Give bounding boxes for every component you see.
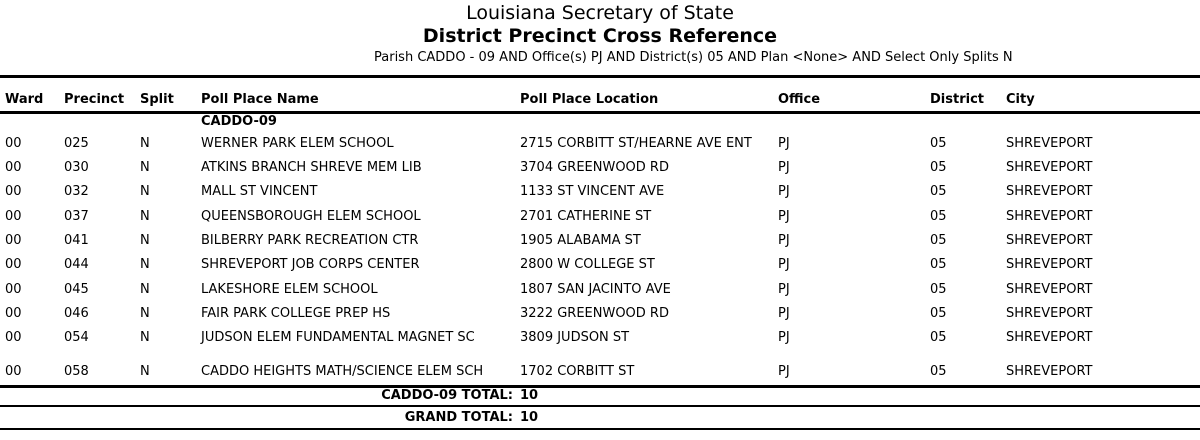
city-cell: SHREVEPORT bbox=[1006, 282, 1093, 297]
precinct-cell: 030 bbox=[64, 160, 89, 175]
office-cell: PJ bbox=[778, 160, 790, 175]
column-header-poll-place-location: Poll Place Location bbox=[520, 92, 659, 107]
column-header-city: City bbox=[1006, 92, 1035, 107]
precinct-cell: 054 bbox=[64, 330, 89, 345]
split-cell: N bbox=[140, 160, 150, 175]
poll-place-location-cell: 3704 GREENWOOD RD bbox=[520, 160, 669, 175]
city-cell: SHREVEPORT bbox=[1006, 160, 1093, 175]
precinct-cell: 044 bbox=[64, 257, 89, 272]
poll-place-name-cell: JUDSON ELEM FUNDAMENTAL MAGNET SC bbox=[201, 330, 475, 345]
city-cell: SHREVEPORT bbox=[1006, 364, 1093, 379]
report-subtitle: District Precinct Cross Reference bbox=[422, 25, 778, 47]
column-header-district: District bbox=[930, 92, 984, 107]
ward-cell: 00 bbox=[5, 330, 22, 345]
district-cell: 05 bbox=[930, 282, 947, 297]
poll-place-name-cell: QUEENSBOROUGH ELEM SCHOOL bbox=[201, 209, 421, 224]
poll-place-location-cell: 3222 GREENWOOD RD bbox=[520, 306, 669, 321]
group-label: CADDO-09 bbox=[201, 114, 277, 129]
district-cell: 05 bbox=[930, 136, 947, 151]
split-cell: N bbox=[140, 282, 150, 297]
district-cell: 05 bbox=[930, 184, 947, 199]
group-total-top-rule bbox=[0, 385, 1200, 388]
office-cell: PJ bbox=[778, 364, 790, 379]
poll-place-location-cell: 1133 ST VINCENT AVE bbox=[520, 184, 665, 199]
district-cell: 05 bbox=[930, 233, 947, 248]
poll-place-name-cell: CADDO HEIGHTS MATH/SCIENCE ELEM SCH bbox=[201, 364, 484, 379]
split-cell: N bbox=[140, 364, 150, 379]
header-top-rule bbox=[0, 75, 1200, 78]
precinct-cell: 041 bbox=[64, 233, 89, 248]
district-cell: 05 bbox=[930, 364, 947, 379]
city-cell: SHREVEPORT bbox=[1006, 306, 1093, 321]
ward-cell: 00 bbox=[5, 306, 22, 321]
column-header-ward: Ward bbox=[5, 92, 44, 107]
header-bottom-rule bbox=[0, 111, 1200, 114]
district-cell: 05 bbox=[930, 209, 947, 224]
district-cell: 05 bbox=[930, 257, 947, 272]
office-cell: PJ bbox=[778, 330, 790, 345]
poll-place-location-cell: 2701 CATHERINE ST bbox=[520, 209, 652, 224]
poll-place-name-cell: BILBERRY PARK RECREATION CTR bbox=[201, 233, 419, 248]
column-header-split: Split bbox=[140, 92, 174, 107]
split-cell: N bbox=[140, 136, 150, 151]
office-cell: PJ bbox=[778, 209, 790, 224]
city-cell: SHREVEPORT bbox=[1006, 136, 1093, 151]
district-cell: 05 bbox=[930, 160, 947, 175]
poll-place-name-cell: SHREVEPORT JOB CORPS CENTER bbox=[201, 257, 420, 272]
report-title: Louisiana Secretary of State bbox=[466, 2, 734, 24]
city-cell: SHREVEPORT bbox=[1006, 257, 1093, 272]
ward-cell: 00 bbox=[5, 364, 22, 379]
column-header-poll-place-name: Poll Place Name bbox=[201, 92, 319, 107]
city-cell: SHREVEPORT bbox=[1006, 233, 1093, 248]
ward-cell: 00 bbox=[5, 257, 22, 272]
split-cell: N bbox=[140, 184, 150, 199]
poll-place-name-cell: ATKINS BRANCH SHREVE MEM LIB bbox=[201, 160, 422, 175]
poll-place-location-cell: 1807 SAN JACINTO AVE bbox=[520, 282, 671, 297]
poll-place-location-cell: 3809 JUDSON ST bbox=[520, 330, 630, 345]
ward-cell: 00 bbox=[5, 282, 22, 297]
office-cell: PJ bbox=[778, 233, 790, 248]
district-cell: 05 bbox=[930, 330, 947, 345]
district-cell: 05 bbox=[930, 306, 947, 321]
office-cell: PJ bbox=[778, 136, 790, 151]
grand-total-bottom-rule bbox=[0, 428, 1200, 430]
grand-total-label: GRAND TOTAL: bbox=[404, 410, 513, 425]
poll-place-location-cell: 2800 W COLLEGE ST bbox=[520, 257, 655, 272]
precinct-cell: 032 bbox=[64, 184, 89, 199]
city-cell: SHREVEPORT bbox=[1006, 209, 1093, 224]
group-total-bottom-rule bbox=[0, 405, 1200, 407]
poll-place-location-cell: 1905 ALABAMA ST bbox=[520, 233, 641, 248]
poll-place-name-cell: MALL ST VINCENT bbox=[201, 184, 318, 199]
poll-place-name-cell: FAIR PARK COLLEGE PREP HS bbox=[201, 306, 391, 321]
ward-cell: 00 bbox=[5, 209, 22, 224]
office-cell: PJ bbox=[778, 184, 790, 199]
column-header-office: Office bbox=[778, 92, 821, 107]
ward-cell: 00 bbox=[5, 233, 22, 248]
precinct-cell: 058 bbox=[64, 364, 89, 379]
ward-cell: 00 bbox=[5, 136, 22, 151]
city-cell: SHREVEPORT bbox=[1006, 184, 1093, 199]
group-total-value: 10 bbox=[520, 388, 539, 403]
grand-total-value: 10 bbox=[520, 410, 539, 425]
ward-cell: 00 bbox=[5, 184, 22, 199]
poll-place-name-cell: LAKESHORE ELEM SCHOOL bbox=[201, 282, 378, 297]
split-cell: N bbox=[140, 306, 150, 321]
ward-cell: 00 bbox=[5, 160, 22, 175]
precinct-cell: 025 bbox=[64, 136, 89, 151]
split-cell: N bbox=[140, 233, 150, 248]
column-header-precinct: Precinct bbox=[64, 92, 125, 107]
split-cell: N bbox=[140, 209, 150, 224]
poll-place-location-cell: 2715 CORBITT ST/HEARNE AVE ENT bbox=[520, 136, 752, 151]
office-cell: PJ bbox=[778, 257, 790, 272]
office-cell: PJ bbox=[778, 306, 790, 321]
report-criteria: Parish CADDO - 09 AND Office(s) PJ AND District(s) 05 AND Plan <None> AND Select Only Splits N bbox=[374, 50, 1013, 65]
poll-place-name-cell: WERNER PARK ELEM SCHOOL bbox=[201, 136, 394, 151]
split-cell: N bbox=[140, 330, 150, 345]
office-cell: PJ bbox=[778, 282, 790, 297]
precinct-cell: 037 bbox=[64, 209, 89, 224]
precinct-cell: 045 bbox=[64, 282, 89, 297]
poll-place-location-cell: 1702 CORBITT ST bbox=[520, 364, 635, 379]
group-total-label: CADDO-09 TOTAL: bbox=[381, 388, 513, 403]
split-cell: N bbox=[140, 257, 150, 272]
city-cell: SHREVEPORT bbox=[1006, 330, 1093, 345]
precinct-cell: 046 bbox=[64, 306, 89, 321]
